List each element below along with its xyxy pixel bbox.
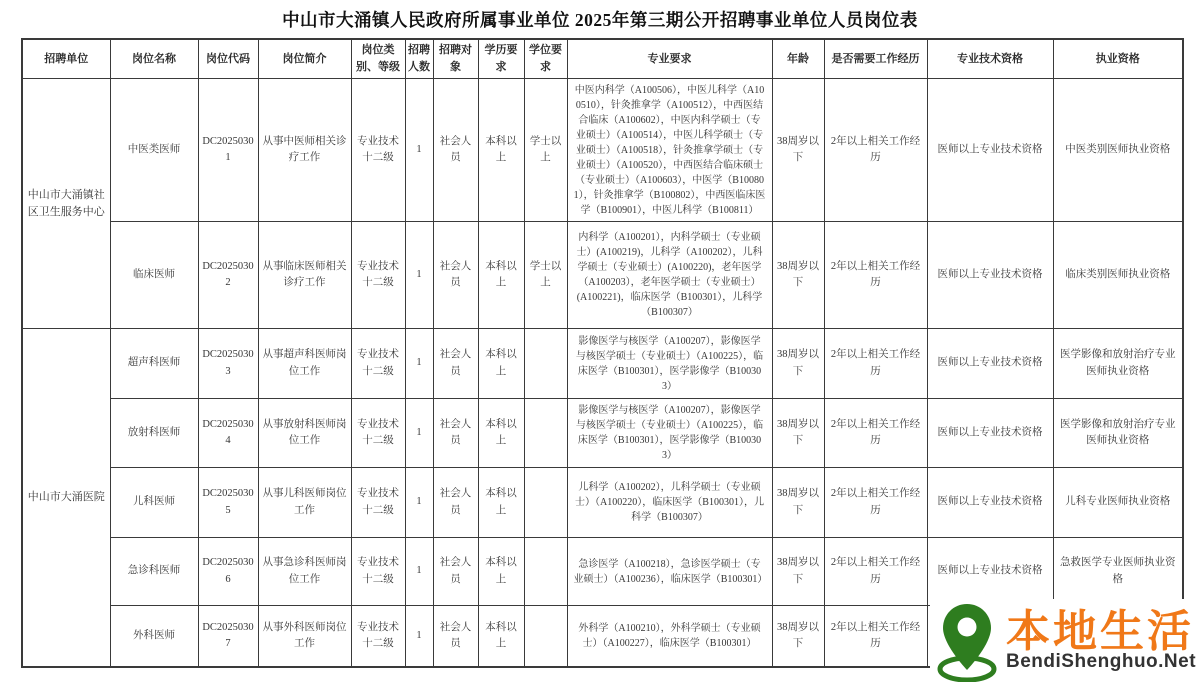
cell-target: 社会人员	[433, 606, 478, 667]
cell-count: 1	[405, 399, 433, 468]
header-category: 岗位类别、等级	[351, 39, 405, 79]
header-age: 年龄	[772, 39, 824, 79]
cell-tech-qualification: 医师以上专业技术资格	[927, 468, 1053, 538]
cell-education: 本科以上	[478, 79, 524, 222]
cell-age: 38周岁以下	[772, 329, 824, 399]
table-row	[22, 329, 1183, 399]
cell-age: 38周岁以下	[772, 79, 824, 222]
table-row	[22, 538, 1183, 606]
cell-position: 中医类医师	[110, 79, 198, 222]
cell-code: DC20250304	[198, 399, 258, 468]
cell-majors: 影像医学与核医学（A100207），影像医学与核医学硕士（专业硕士）（A100225），临床医学（B100301），医学影像学（B100303）	[567, 329, 772, 399]
header-majors: 专业要求	[567, 39, 772, 79]
cell-degree: 学士以上	[524, 79, 567, 222]
location-pin-icon	[936, 602, 998, 682]
cell-code: DC20250307	[198, 606, 258, 667]
header-target: 招聘对象	[433, 39, 478, 79]
table-row	[22, 222, 1183, 329]
cell-unit: 中山市大涌镇社区卫生服务中心	[22, 79, 110, 329]
cell-category: 专业技术十二级	[351, 399, 405, 468]
cell-count: 1	[405, 329, 433, 399]
cell-position: 放射科医师	[110, 399, 198, 468]
cell-position: 外科医师	[110, 606, 198, 667]
header-brief: 岗位简介	[258, 39, 351, 79]
header-tech-qualification: 专业技术资格	[927, 39, 1053, 79]
cell-brief: 从事急诊科医师岗位工作	[258, 538, 351, 606]
cell-degree	[524, 468, 567, 538]
cell-tech-qualification: 医师以上专业技术资格	[927, 399, 1053, 468]
cell-count: 1	[405, 538, 433, 606]
cell-target: 社会人员	[433, 538, 478, 606]
header-unit: 招聘单位	[22, 39, 110, 79]
cell-experience: 2年以上相关工作经历	[824, 606, 927, 667]
cell-target: 社会人员	[433, 329, 478, 399]
cell-position: 急诊科医师	[110, 538, 198, 606]
cell-degree	[524, 399, 567, 468]
cell-code: DC20250302	[198, 222, 258, 329]
watermark-cn-text: 本地生活	[1006, 606, 1194, 656]
header-position: 岗位名称	[110, 39, 198, 79]
cell-experience: 2年以上相关工作经历	[824, 329, 927, 399]
cell-age: 38周岁以下	[772, 468, 824, 538]
cell-age: 38周岁以下	[772, 538, 824, 606]
table-row	[22, 468, 1183, 538]
cell-target: 社会人员	[433, 79, 478, 222]
cell-tech-qualification: 医师以上专业技术资格	[927, 222, 1053, 329]
cell-code: DC20250301	[198, 79, 258, 222]
cell-age: 38周岁以下	[772, 222, 824, 329]
cell-position: 临床医师	[110, 222, 198, 329]
table-row	[22, 399, 1183, 468]
cell-majors: 儿科学（A100202），儿科学硕士（专业硕士）（A100220），临床医学（B100301），儿科学（B100307）	[567, 468, 772, 538]
cell-experience: 2年以上相关工作经历	[824, 538, 927, 606]
cell-target: 社会人员	[433, 222, 478, 329]
cell-brief: 从事外科医师岗位工作	[258, 606, 351, 667]
cell-age: 38周岁以下	[772, 399, 824, 468]
cell-experience: 2年以上相关工作经历	[824, 222, 927, 329]
cell-category: 专业技术十二级	[351, 606, 405, 667]
cell-education: 本科以上	[478, 399, 524, 468]
cell-education: 本科以上	[478, 468, 524, 538]
cell-practice-qualification: 临床类别医师执业资格	[1053, 222, 1183, 329]
cell-majors: 急诊医学（A100218），急诊医学硕士（专业硕士）（A100236），临床医学（B100301）	[567, 538, 772, 606]
cell-code: DC20250306	[198, 538, 258, 606]
cell-brief: 从事中医师相关诊疗工作	[258, 79, 351, 222]
cell-education: 本科以上	[478, 606, 524, 667]
cell-brief: 从事儿科医师岗位工作	[258, 468, 351, 538]
cell-code: DC20250303	[198, 329, 258, 399]
cell-count: 1	[405, 79, 433, 222]
cell-majors: 内科学（A100201），内科学硕士（专业硕士）(A100219)，儿科学（A100202），儿科学硕士（专业硕士）(A100220)，老年医学（A100203），老年医学硕士（专业硕士）(A100221)，临床医学（B100301），儿科学（B100307）	[567, 222, 772, 329]
cell-majors: 外科学（A100210），外科学硕士（专业硕士）（A100227），临床医学（B100301）	[567, 606, 772, 667]
cell-degree: 学士以上	[524, 222, 567, 329]
header-education: 学历要求	[478, 39, 524, 79]
header-degree: 学位要求	[524, 39, 567, 79]
cell-category: 专业技术十二级	[351, 222, 405, 329]
cell-count: 1	[405, 222, 433, 329]
table-row	[22, 79, 1183, 222]
recruitment-table	[21, 38, 1184, 668]
cell-degree	[524, 606, 567, 667]
cell-degree	[524, 538, 567, 606]
cell-category: 专业技术十二级	[351, 79, 405, 222]
cell-degree	[524, 329, 567, 399]
header-practice-qualification: 执业资格	[1053, 39, 1183, 79]
cell-category: 专业技术十二级	[351, 329, 405, 399]
watermark-en-text: BendiShenghuo.Net	[1006, 651, 1197, 673]
cell-experience: 2年以上相关工作经历	[824, 79, 927, 222]
cell-category: 专业技术十二级	[351, 538, 405, 606]
cell-practice-qualification: 医学影像和放射治疗专业医师执业资格	[1053, 399, 1183, 468]
cell-practice-qualification: 中医类别医师执业资格	[1053, 79, 1183, 222]
cell-education: 本科以上	[478, 329, 524, 399]
cell-brief: 从事临床医师相关诊疗工作	[258, 222, 351, 329]
cell-practice-qualification: 儿科专业医师执业资格	[1053, 468, 1183, 538]
cell-target: 社会人员	[433, 399, 478, 468]
cell-position: 儿科医师	[110, 468, 198, 538]
watermark-logo	[930, 599, 1195, 685]
cell-majors: 中医内科学（A100506），中医儿科学（A100510），针灸推拿学（A100512），中西医结合临床（A100602），中医内科学硕士（专业硕士）（A100514），中医儿科学硕士（专业硕士）（A100518），针灸推拿学硕士（专业硕士）（A100520），中西医结合临床硕士（专业硕士）（A100603），中医学（B100801），针灸推拿学（B100802），中西医临床医学（B100901），中医儿科学（B100811）	[567, 79, 772, 222]
cell-count: 1	[405, 606, 433, 667]
cell-brief: 从事超声科医师岗位工作	[258, 329, 351, 399]
cell-practice-qualification: 医学影像和放射治疗专业医师执业资格	[1053, 329, 1183, 399]
cell-brief: 从事放射科医师岗位工作	[258, 399, 351, 468]
cell-practice-qualification: 急救医学专业医师执业资格	[1053, 538, 1183, 606]
cell-tech-qualification: 医师以上专业技术资格	[927, 79, 1053, 222]
header-code: 岗位代码	[198, 39, 258, 79]
cell-category: 专业技术十二级	[351, 468, 405, 538]
cell-position: 超声科医师	[110, 329, 198, 399]
cell-target: 社会人员	[433, 468, 478, 538]
cell-tech-qualification: 医师以上专业技术资格	[927, 329, 1053, 399]
cell-experience: 2年以上相关工作经历	[824, 399, 927, 468]
header-experience: 是否需要工作经历	[824, 39, 927, 79]
cell-majors: 影像医学与核医学（A100207），影像医学与核医学硕士（专业硕士）（A100225），临床医学（B100301），医学影像学（B100303）	[567, 399, 772, 468]
cell-unit: 中山市大涌医院	[22, 329, 110, 667]
cell-education: 本科以上	[478, 222, 524, 329]
cell-education: 本科以上	[478, 538, 524, 606]
cell-age: 38周岁以下	[772, 606, 824, 667]
page-title: 中山市大涌镇人民政府所属事业单位 2025年第三期公开招聘事业单位人员岗位表	[282, 10, 918, 30]
cell-tech-qualification: 医师以上专业技术资格	[927, 538, 1053, 606]
cell-experience: 2年以上相关工作经历	[824, 468, 927, 538]
cell-code: DC20250305	[198, 468, 258, 538]
header-row	[22, 39, 1183, 79]
header-count: 招聘人数	[405, 39, 433, 79]
cell-count: 1	[405, 468, 433, 538]
